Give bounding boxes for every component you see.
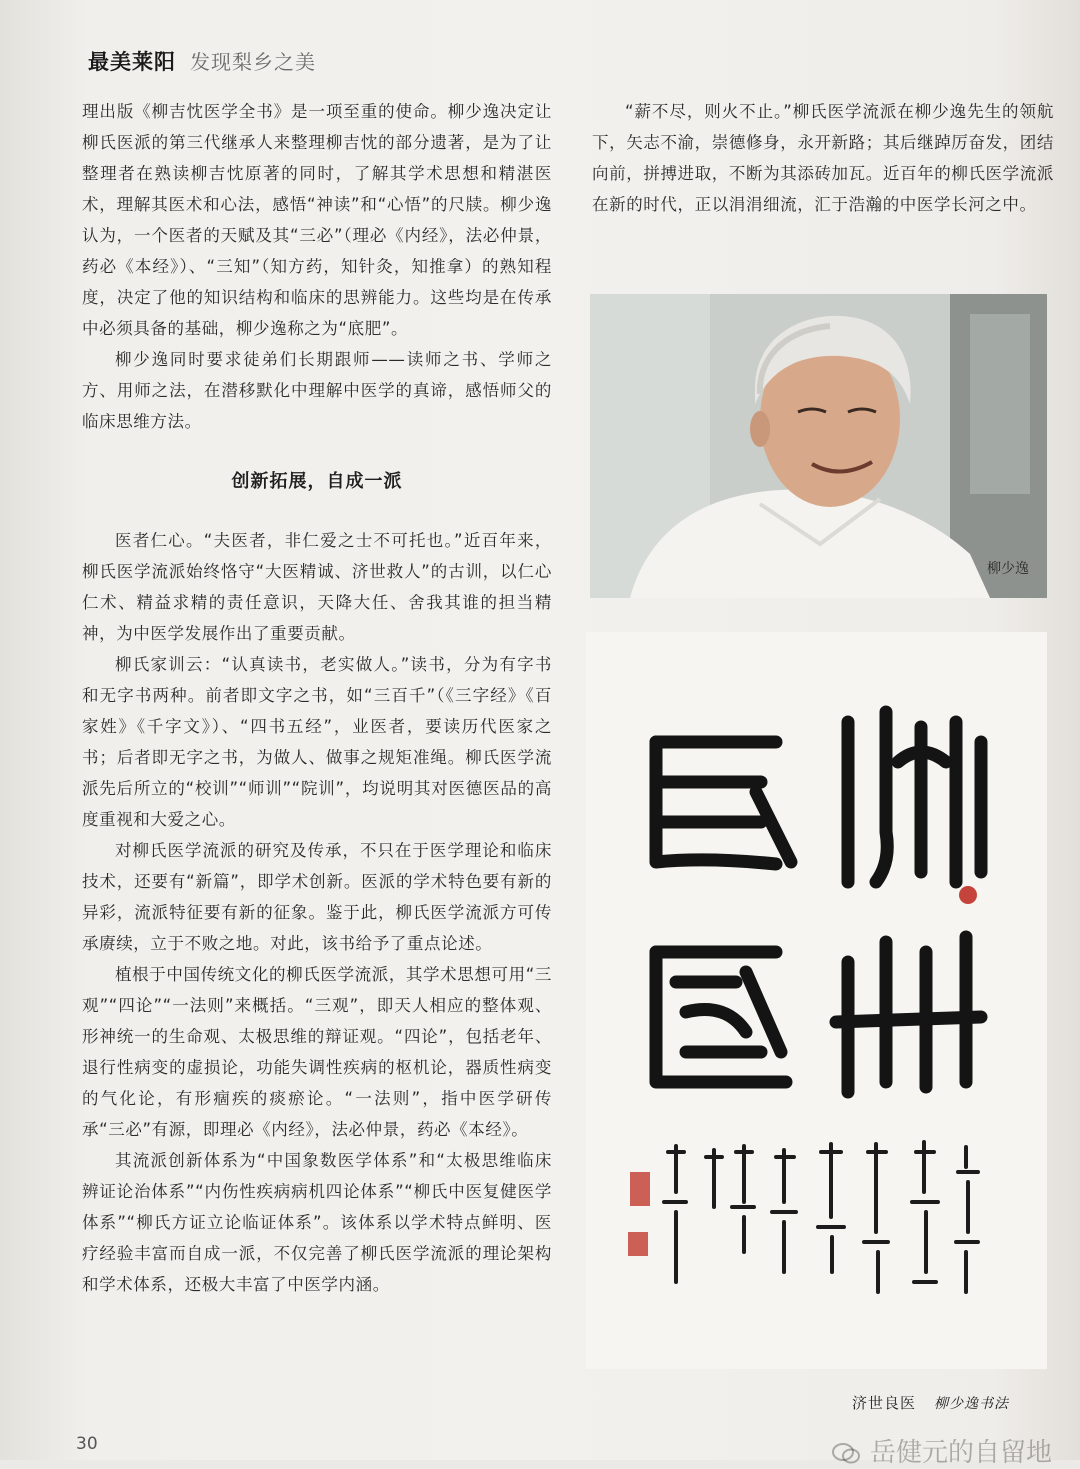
watermark-text: 岳健元的自留地 bbox=[870, 1438, 1053, 1468]
paragraph: “薪不尽，则火不止。”柳氏医学流派在柳少逸先生的领航下，矢志不渝，崇德修身，永开新路；其后继踔厉奋发，团结向前，拼搏进取，不断为其添砖加瓦。近百年的柳氏医学流派在新的时代，正以涓涓细流，汇于浩瀚的中医学长河之中。 bbox=[592, 102, 1054, 214]
paragraph: 对柳氏医学流派的研究及传承，不只在于医学理论和临床技术，还要有“新篇”，即学术创新。医派的学术特色要有新的异彩，流派特征要有新的征象。鉴于此，柳氏医学流派方可传承赓续，立于不败之地。对此，该书给予了重点论述。 bbox=[82, 841, 552, 953]
header-brand: 最美莱阳 bbox=[88, 50, 176, 74]
portrait-illustration bbox=[590, 294, 1047, 598]
portrait-photo bbox=[590, 294, 1047, 598]
calligraphy-strokes bbox=[586, 632, 1047, 1369]
page-number: 30 bbox=[76, 1434, 98, 1454]
calligraphy-caption bbox=[852, 1392, 1009, 1413]
paragraph: 其流派创新体系为“中国象数医学体系”和“太极思维临床辨证论治体系”“内伤性疾病病机四论体系”“柳氏中医复健医学体系”“柳氏方证立论临证体系”。该体系以学术特点鲜明、医疗经验丰富而自成一派，不仅完善了柳氏医学流派的理论架构和学术体系，还极大丰富了中医学内涵。 bbox=[82, 1151, 552, 1294]
left-column bbox=[82, 96, 552, 1300]
right-column bbox=[592, 96, 1054, 220]
page-header bbox=[88, 46, 316, 80]
header-subtitle: 发现梨乡之美 bbox=[190, 50, 316, 74]
photo-caption: 柳少逸 bbox=[987, 561, 1029, 577]
paragraph: 柳氏家训云：“认真读书，老实做人。”读书，分为有字书和无字书两种。前者即文字之书，如“三百千”（《三字经》《百家姓》《千字文》）、“四书五经”，业医者，要读历代医家之书；后者即无字之书，为做人、做事之规矩准绳。柳氏医学流派先后所立的“校训”“师训”“院训”，均说明其对医德医品的高度重视和大爱之心。 bbox=[82, 655, 552, 829]
calligraphy-caption-author: 柳少逸书法 bbox=[934, 1396, 1010, 1412]
calligraphy-artwork bbox=[586, 632, 1047, 1369]
paragraph: 柳少逸同时要求徒弟们长期跟师——读师之书、学师之方、用师之法，在潜移默化中理解中医学的真谛，感悟师父的临床思维方法。 bbox=[82, 350, 552, 431]
watermark bbox=[832, 1432, 1052, 1469]
section-title: 创新拓展，自成一派 bbox=[231, 471, 403, 492]
chat-bubble-icon bbox=[832, 1443, 860, 1465]
calligraphy-caption-title: 济世良医 bbox=[852, 1394, 917, 1412]
paragraph: 植根于中国传统文化的柳氏医学流派，其学术思想可用“三观”“四论”“一法则”来概括。“三观”，即天人相应的整体观、形神统一的生命观、太极思维的辩证观。“四论”，包括老年、退行性病变的虚损论，功能失调性疾病的枢机论，器质性病变的气化论，有形痼疾的痰瘀论。“一法则”，指中医学研传承“三必”有源，即理必《内经》，法必仲景，药必《本经》。 bbox=[82, 965, 552, 1139]
paragraph: 医者仁心。“夫医者，非仁爱之士不可托也。”近百年来，柳氏医学流派始终恪守“大医精诚、济世救人”的古训，以仁心仁术、精益求精的责任意识，天降大任、舍我其谁的担当精神，为中医学发展作出了重要贡献。 bbox=[82, 531, 552, 643]
paragraph: 理出版《柳吉忱医学全书》是一项至重的使命。柳少逸决定让柳氏医派的第三代继承人来整理柳吉忱的部分遗著，是为了让整理者在熟读柳吉忱原著的同时，了解其学术思想和精湛医术，理解其医术和心法，感悟“神读”和“心悟”的尺牍。柳少逸认为，一个医者的天赋及其“三必”（理必《内经》，法必仲景，药必《本经》）、“三知”（知方药，知针灸，知推拿）的熟知程度，决定了他的知识结构和临床的思辨能力。这些均是在传承中必须具备的基础，柳少逸称之为“底肥”。 bbox=[82, 102, 552, 338]
